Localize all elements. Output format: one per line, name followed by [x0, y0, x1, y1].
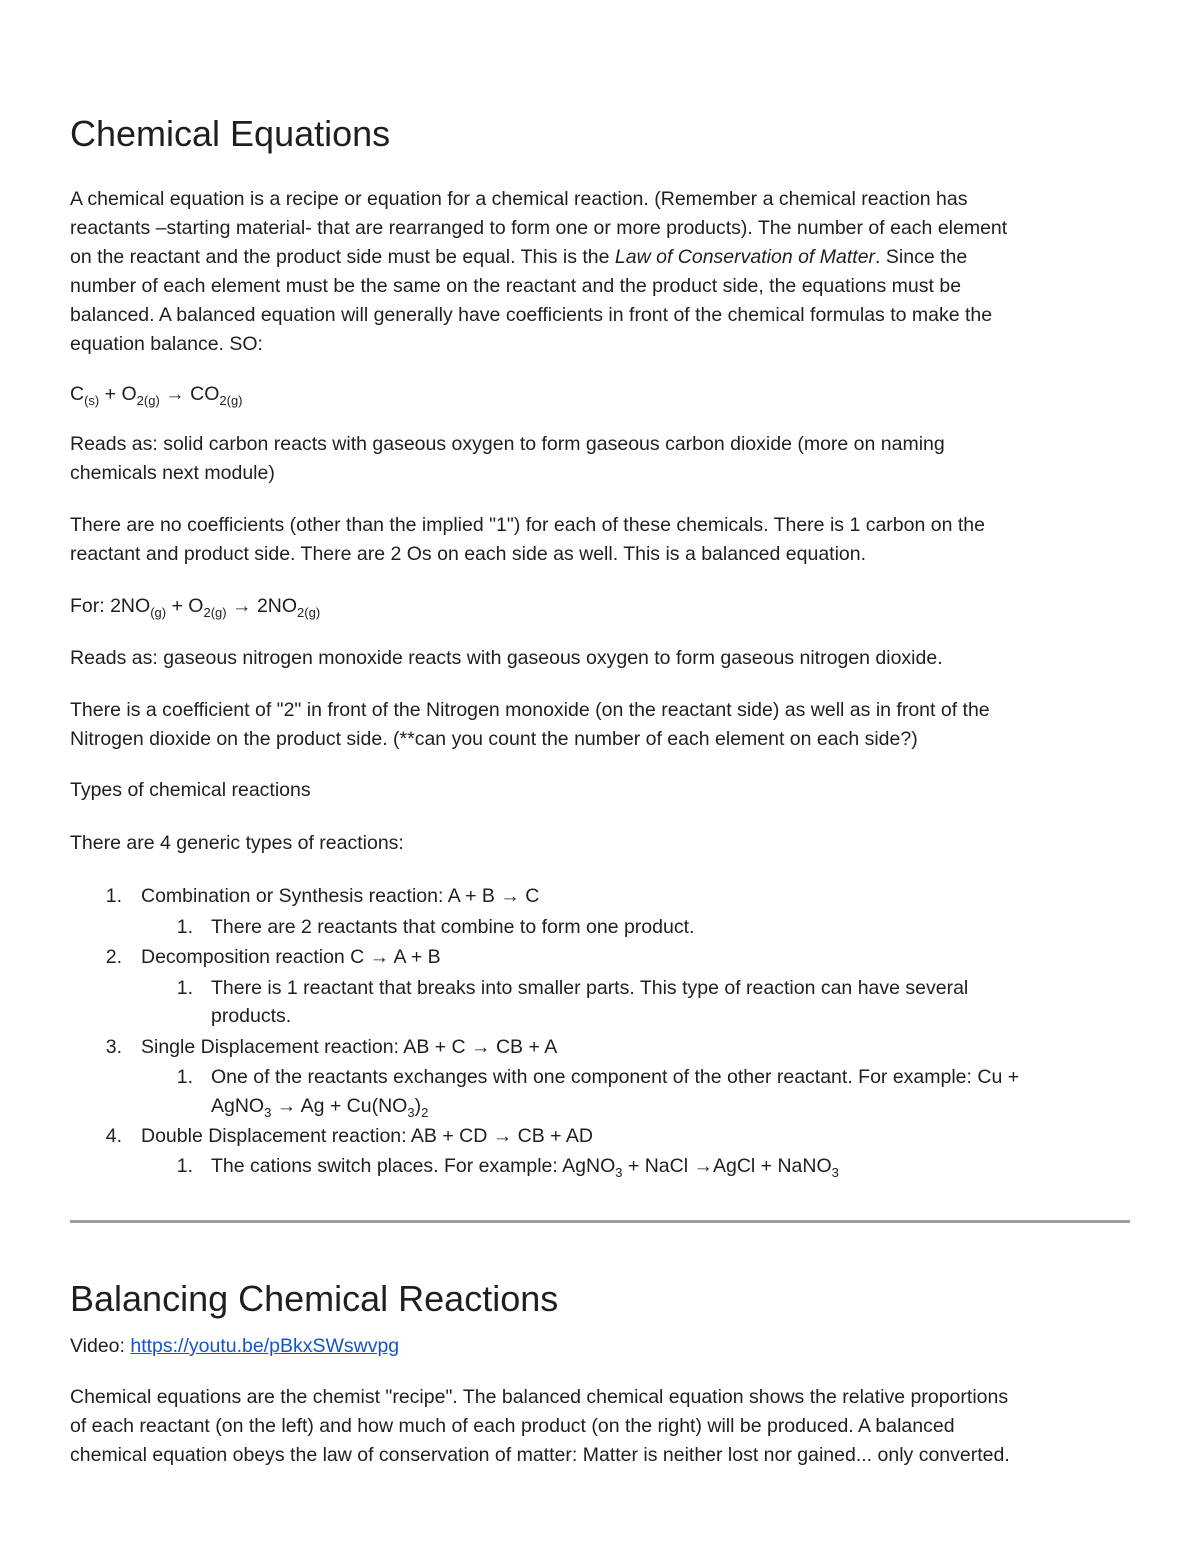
formula-subscript: 3 [831, 1165, 839, 1180]
reads-line: Reads as: solid carbon reacts with gaseous oxygen to form gaseous carbon dioxide (more on naming [70, 433, 945, 455]
formula-text: → Ag + Cu(NO [271, 1095, 408, 1117]
formula-subscript: 3 [264, 1105, 272, 1120]
intro-text: on the reactant and the product side must be equal. This is the [70, 246, 615, 268]
intro-line: reactants –starting material- that are rearranged to form one or more products). The number of each element [70, 217, 1008, 239]
coefficient-2-paragraph [70, 696, 1130, 754]
intro-line [70, 243, 1130, 272]
list-number: 4. [105, 1125, 122, 1147]
equation-nitrogen-oxide [70, 592, 320, 621]
video-label: Video: [70, 1335, 131, 1357]
equation-carbon-oxygen [70, 380, 243, 409]
heading-chemical-equations: Chemical Equations [70, 113, 391, 154]
coefficients-paragraph [70, 511, 1130, 569]
intro-line: number of each element must be the same on the reactant and the product side, the equations must be [70, 275, 962, 297]
coef-line: Nitrogen dioxide on the product side. (**can you count the number of each element on each side?) [70, 728, 918, 750]
heading-balancing-chemical-reactions: Balancing Chemical Reactions [70, 1278, 559, 1319]
video-link[interactable]: https://youtu.be/pBkxSWswvpg [130, 1335, 400, 1357]
coef-line: There is a coefficient of "2" in front of the Nitrogen monoxide (on the reactant side) as well as in front of the [70, 699, 990, 721]
eq-subscript: (s) [84, 393, 100, 408]
list-number: 1. [105, 885, 122, 907]
types-heading-text: Types of chemical reactions [70, 779, 311, 801]
list-text: There are 2 reactants that combine to form one product. [211, 916, 695, 938]
eq-subscript: 2(g) [203, 605, 227, 620]
intro-paragraph [70, 185, 1130, 359]
formula-subscript: 2 [421, 1105, 429, 1120]
list-number: 2. [105, 946, 122, 968]
types-intro [70, 829, 1130, 858]
formula-text: ) [414, 1095, 422, 1117]
eq-term: + O [166, 595, 204, 617]
intro-line: A chemical equation is a recipe or equation for a chemical reaction. (Remember a chemical reaction has [70, 188, 968, 210]
reads-as-paragraph-2 [70, 644, 1130, 673]
reads-line: chemicals next module) [70, 462, 275, 484]
list-number: 1. [176, 916, 193, 938]
list-text: Decomposition reaction C → A + B [141, 946, 441, 968]
list-text: There is 1 reactant that breaks into smaller parts. This type of reaction can have several [211, 977, 969, 999]
para-line: of each reactant (on the left) and how much of each product (on the right) will be produced. A balanced [70, 1415, 955, 1437]
types-heading [70, 776, 1130, 805]
list-text: products. [211, 1005, 292, 1027]
list-text: Double Displacement reaction: AB + CD → CB + AD [141, 1125, 593, 1147]
eq-term: → CO [159, 383, 220, 405]
reads-line: Reads as: gaseous nitrogen monoxide reacts with gaseous oxygen to form gaseous nitrogen dioxide. [70, 647, 943, 669]
list-text: One of the reactants exchanges with one component of the other reactant. For example: Cu + [211, 1066, 1020, 1088]
list-text: Combination or Synthesis reaction: A + B → C [141, 885, 540, 907]
list-text: Single Displacement reaction: AB + C → CB + A [141, 1036, 558, 1058]
video-line [70, 1332, 1130, 1361]
para-line: chemical equation obeys the law of conservation of matter: Matter is neither lost nor gained... only converted. [70, 1444, 1010, 1466]
list-number: 3. [105, 1036, 122, 1058]
intro-line: equation balance. SO: [70, 333, 263, 355]
coef-line: reactant and product side. There are 2 Os on each side as well. This is a balanced equation. [70, 543, 867, 565]
eq-term: + O [99, 383, 137, 405]
types-intro-text: There are 4 generic types of reactions: [70, 832, 404, 854]
eq-subscript: (g) [150, 605, 167, 620]
balancing-paragraph [70, 1383, 1130, 1470]
list-number: 1. [176, 1155, 193, 1177]
intro-text: . Since the [875, 246, 968, 268]
eq-term: C [70, 383, 85, 405]
formula-subscript: 3 [407, 1105, 415, 1120]
eq-term: For: 2NO [70, 595, 151, 617]
list-number: 1. [176, 1066, 193, 1088]
para-line: Chemical equations are the chemist "recipe". The balanced chemical equation shows the relative proportions [70, 1386, 1009, 1408]
section-divider [70, 1220, 1130, 1223]
eq-term: → 2NO [226, 595, 298, 617]
eq-subscript: 2(g) [219, 393, 243, 408]
reads-as-paragraph [70, 430, 1130, 488]
law-term: Law of Conservation of Matter [614, 246, 876, 268]
formula-subscript: 3 [615, 1165, 623, 1180]
coef-line: There are no coefficients (other than the implied "1") for each of these chemicals. There is 1 carbon on the [70, 514, 985, 536]
formula-text: The cations switch places. For example: AgNO [211, 1155, 616, 1177]
formula-text: + NaCl →AgCl + NaNO [622, 1155, 832, 1177]
intro-line: balanced. A balanced equation will generally have coefficients in front of the chemical formulas to make the [70, 304, 993, 326]
eq-subscript: 2(g) [297, 605, 321, 620]
list-number: 1. [176, 977, 193, 999]
eq-subscript: 2(g) [136, 393, 160, 408]
formula-text: AgNO [211, 1095, 265, 1117]
